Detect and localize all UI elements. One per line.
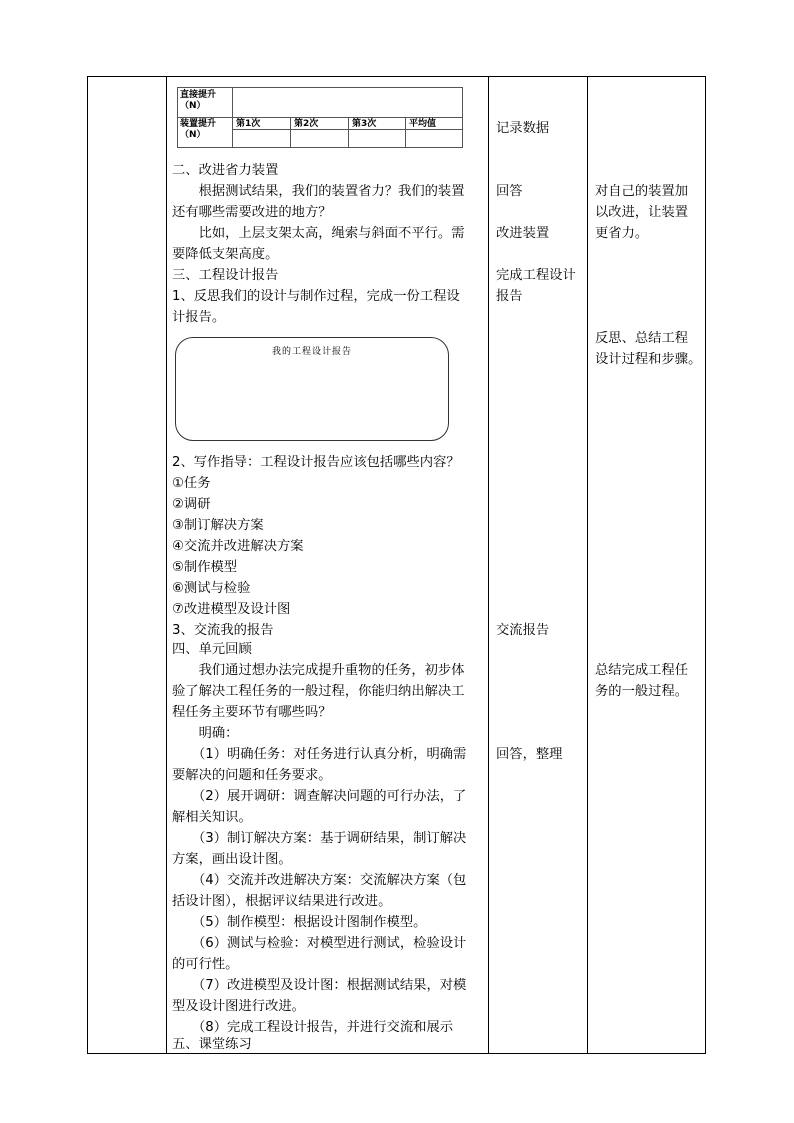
section-heading-practice: 五、课堂练习 (172, 1037, 252, 1052)
content-line: 方案，画出设计图。 (172, 852, 292, 867)
header-trial-2: 第2次 (294, 119, 319, 129)
content-line: 的可行性。 (172, 957, 239, 972)
row-label-device: 装置提升（N） (180, 119, 217, 140)
col-border-2 (488, 76, 489, 1053)
row-label-direct: 直接提升（N） (180, 90, 217, 111)
content-line: （4）交流并改进解决方案：交流解决方案（包 (172, 873, 467, 888)
content-line: 要解决的问题和任务要求。 (172, 768, 332, 783)
student-activity-report: 完成工程设计 (496, 268, 576, 283)
section-heading-review: 四、单元回顾 (172, 642, 252, 657)
content-line: 程任务主要环节有哪些吗？ (172, 705, 332, 720)
content-line: （1）明确任务：对任务进行认真分析，明确需 (172, 747, 467, 762)
content-line: 明确： (172, 726, 239, 741)
content-line: 解相关知识。 (172, 810, 252, 825)
content-line: （7）改进模型及设计图：根据测试结果，对模 (172, 978, 467, 993)
report-template-title: 我的工程设计报告 (271, 347, 352, 357)
col-border-3 (587, 76, 588, 1053)
content-line: （8）完成工程设计报告，并进行交流和展示 (172, 1020, 454, 1035)
header-trial-1: 第1次 (236, 119, 261, 129)
content-line: 要降低支架高度。 (172, 247, 279, 262)
list-item: ④交流并改进解决方案 (172, 539, 304, 554)
col-border-right (705, 76, 706, 1053)
col-border-left (87, 76, 88, 1053)
student-activity-improve: 改进装置 (496, 226, 550, 241)
content-line: 计报告。 (172, 310, 226, 325)
intent-improve: 以改进，让装置 (595, 205, 689, 220)
content-line: （5）制作模型：根据设计图制作模型。 (172, 915, 427, 930)
col-border-1 (166, 76, 167, 1053)
report-template-box (175, 337, 449, 441)
content-line: 3、交流我的报告 (172, 623, 274, 638)
content-line: （2）展开调研：调查解决问题的可行办法，了 (172, 789, 467, 804)
section-heading-improve: 二、改进省力装置 (172, 163, 279, 178)
header-trial-3: 第3次 (352, 119, 377, 129)
intent-summarize: 总结完成工程任 (595, 663, 689, 678)
intent-improve: 对自己的装置加 (595, 184, 689, 199)
content-line: 比如，上层支架太高，绳索与斜面不平行。需 (172, 226, 465, 241)
intent-reflect: 设计过程和步骤。 (595, 352, 702, 367)
header-average: 平均值 (409, 119, 437, 129)
intent-summarize: 务的一般过程。 (595, 684, 689, 699)
list-item: ②调研 (172, 497, 211, 512)
list-item: ③制订解决方案 (172, 518, 264, 533)
section-heading-report: 三、工程设计报告 (172, 268, 279, 283)
content-line: 型及设计图进行改进。 (172, 999, 305, 1014)
list-item: ⑤制作模型 (172, 560, 238, 575)
list-item: ⑥测试与检验 (172, 581, 251, 596)
content-line: （6）测试与检验：对模型进行测试，检验设计 (172, 936, 467, 951)
student-activity-organize: 回答，整理 (496, 747, 563, 762)
measurement-table (177, 87, 463, 147)
list-item: ①任务 (172, 476, 211, 491)
student-activity-record: 记录数据 (496, 121, 550, 136)
content-line: 2、写作指导：工程设计报告应该包括哪些内容？ (172, 455, 460, 470)
content-line: 括设计图），根据评议结果进行改进。 (172, 894, 392, 909)
student-activity-exchange: 交流报告 (496, 623, 550, 638)
content-line: （3）制订解决方案：基于调研结果，制订解决 (172, 831, 467, 846)
intent-reflect: 反思、总结工程 (595, 331, 689, 346)
content-line: 根据测试结果，我们的装置省力？我们的装置 (172, 184, 465, 199)
content-line: 我们通过想办法完成提升重物的任务，初步体 (172, 663, 465, 678)
student-activity-answer: 回答 (496, 184, 523, 199)
table-top-border (87, 76, 706, 77)
content-line: 验了解决工程任务的一般过程，你能归纳出解决工 (172, 684, 465, 699)
list-item: ⑦改进模型及设计图 (172, 602, 291, 617)
content-line: 还有哪些需要改进的地方？ (172, 205, 332, 220)
content-line: 1、反思我们的设计与制作过程，完成一份工程设 (172, 289, 460, 304)
intent-improve: 更省力。 (595, 226, 649, 241)
student-activity-report: 报告 (496, 289, 523, 304)
